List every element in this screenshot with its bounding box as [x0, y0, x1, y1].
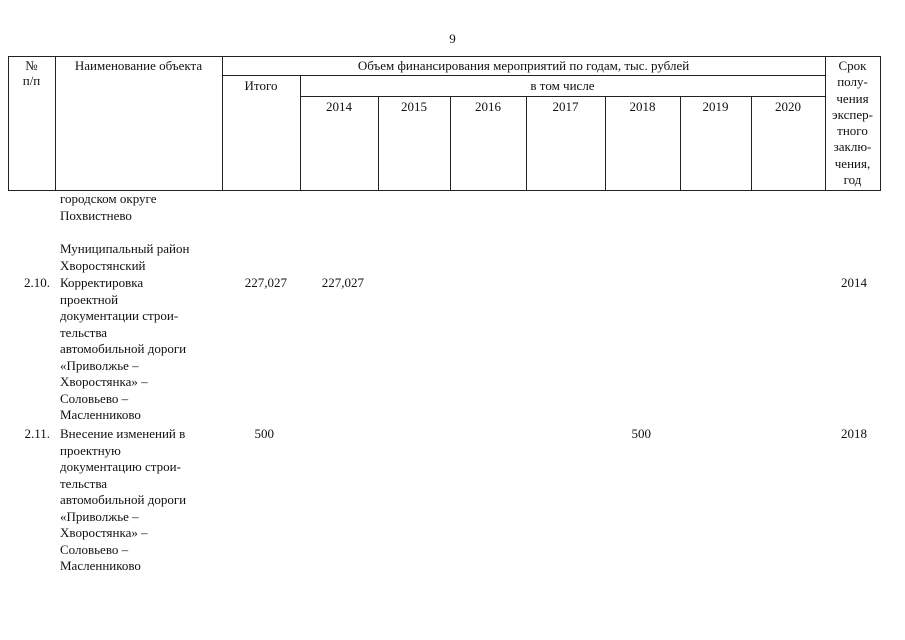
- row-2018: 500: [631, 426, 651, 441]
- row-number: 2.11.: [24, 426, 50, 441]
- page-number: 9: [449, 31, 456, 46]
- header-funding: Объем финансирования мероприятий по годам, тыс. рублей: [357, 58, 690, 73]
- header-year-2018: 2018: [629, 99, 656, 114]
- header-deadline: Срок полу- чения экспер- тного заклю- чения, год: [832, 58, 873, 188]
- row-total: 500: [254, 426, 274, 441]
- header-year-2014: 2014: [326, 99, 352, 114]
- header-total: Итого: [244, 78, 278, 93]
- header-year-2020: 2020: [775, 99, 801, 114]
- header-no: № п/п: [22, 58, 41, 88]
- row-deadline: 2018: [841, 426, 867, 441]
- continuation-text: городском округе Похвистнево: [60, 191, 157, 223]
- row-deadline: 2014: [841, 275, 867, 290]
- row-number: 2.10.: [24, 275, 50, 290]
- row-total: 227,027: [244, 275, 287, 290]
- row-name: Внесение изменений в проектную документацию строи- тельства автомобильной дороги «Приволжье – Хворостянка» – Соловьево – Масленниково: [60, 426, 187, 573]
- row-2014: 227,027: [321, 275, 364, 290]
- section-title: Муниципальный район Хворостянский: [60, 241, 190, 273]
- header-year-2016: 2016: [475, 99, 501, 114]
- header-year-2019: 2019: [702, 99, 729, 114]
- header-year-2015: 2015: [401, 99, 427, 114]
- header-year-2017: 2017: [552, 99, 579, 114]
- row-name: Корректировка проектной документации строи- тельства автомобильной дороги «Приволжье – Хворостянка» – Соловьево – Масленниково: [60, 275, 187, 422]
- header-including: в том числе: [530, 78, 595, 93]
- header-name: Наименование объекта: [74, 58, 203, 73]
